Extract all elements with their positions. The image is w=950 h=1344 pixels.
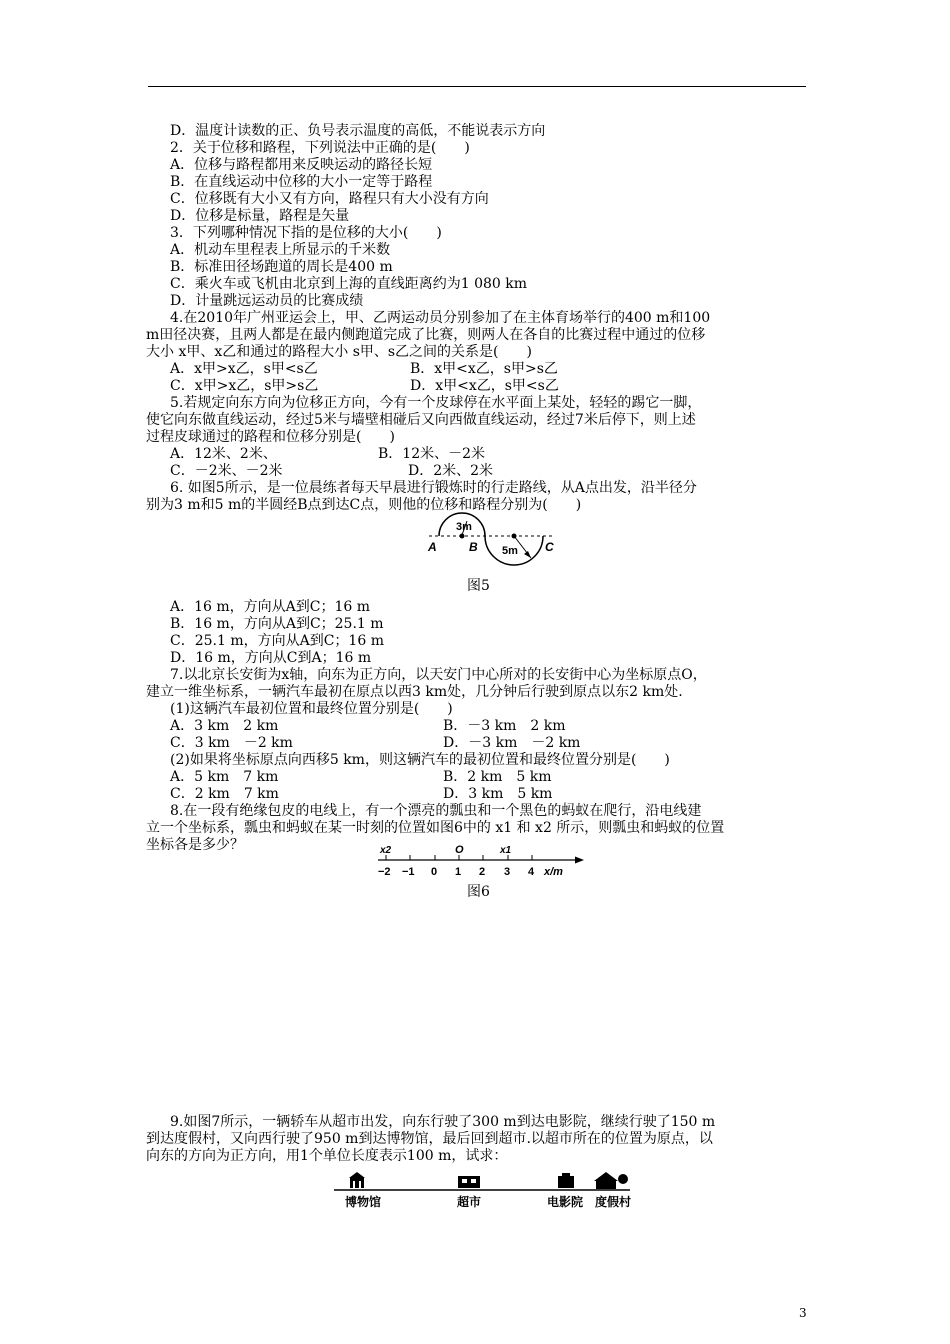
q2-option-a: A．位移与路程都用来反映运动的路径长短 bbox=[170, 157, 433, 173]
q4-option-d: D．x甲<x乙，s甲<s乙 bbox=[410, 378, 559, 394]
tick-label-3: 3 bbox=[504, 866, 511, 878]
q4-stem-line1: 4.在2010年广州亚运会上，甲、乙两运动员分别参加了在主体育场举行的400 m和100 bbox=[170, 310, 711, 326]
q7-sub1-option-a: A．3 km 2 km bbox=[170, 718, 279, 734]
point-b-label: B bbox=[469, 540, 478, 554]
museum-icon bbox=[349, 1172, 365, 1188]
q3-option-b: B．标准田径场跑道的周长是400 m bbox=[170, 259, 393, 275]
q8-stem-line1: 8.在一段有绝缘包皮的电线上，有一个漂亮的瓢虫和一个黑色的蚂蚁在爬行，沿电线建 bbox=[170, 803, 702, 819]
figure-5-caption: 图5 bbox=[467, 578, 490, 594]
q6-option-a: A．16 m，方向从A到C；16 m bbox=[170, 599, 371, 615]
marker-x1: x1 bbox=[500, 845, 512, 856]
marker-x2: x2 bbox=[380, 845, 392, 856]
q3-option-a: A．机动车里程表上所显示的千米数 bbox=[170, 242, 391, 258]
q2-stem: 2．关于位移和路程，下列说法中正确的是( ) bbox=[170, 140, 470, 156]
q7-sub2-option-b: B．2 km 5 km bbox=[443, 769, 552, 785]
cinema-icon bbox=[558, 1173, 574, 1188]
q8-stem-line3: 坐标各是多少？ bbox=[146, 837, 244, 853]
axis-arrow-head bbox=[575, 857, 584, 864]
q1-option-d: D．温度计读数的正、负号表示温度的高低，不能说表示方向 bbox=[170, 123, 546, 139]
header-rule bbox=[148, 86, 806, 87]
q6-option-c: C．25.1 m，方向从A到C；16 m bbox=[170, 633, 384, 649]
q9-stem-line3: 向东的方向为正方向，用1个单位长度表示100 m，试求： bbox=[146, 1148, 508, 1164]
q5-option-a: A．12米、2米、 bbox=[170, 446, 277, 462]
tick-label-2: 2 bbox=[479, 866, 486, 878]
q3-option-c: C．乘火车或飞机由北京到上海的直线距离约为1 080 km bbox=[170, 276, 527, 292]
q5-option-b: B．12米、－2米 bbox=[378, 446, 486, 462]
point-a-label: A bbox=[428, 540, 437, 554]
q4-stem-line2: m田径决赛，且两人都是在最内侧跑道完成了比赛，则两人在各自的比赛过程中通过的位移 bbox=[146, 327, 706, 343]
label-5m: 5m bbox=[502, 545, 518, 557]
tick-label-1: 1 bbox=[455, 866, 462, 878]
q9-stem-line1: 9.如图7所示，一辆轿车从超市出发，向东行驶了300 m到达电影院，继续行驶了150 m bbox=[170, 1114, 716, 1130]
figure-6-number-line bbox=[372, 842, 592, 882]
small-center-dot bbox=[460, 534, 465, 539]
q7-sub1-option-d: D．－3 km －2 km bbox=[443, 735, 581, 751]
q7-sub2-option-a: A．5 km 7 km bbox=[170, 769, 279, 785]
q5-option-c: C．－2米、－2米 bbox=[170, 463, 283, 479]
q7-sub1-stem: (1)这辆汽车最初位置和最终位置分别是( ) bbox=[170, 701, 453, 717]
q3-stem: 3．下列哪种情况下指的是位移的大小( ) bbox=[170, 225, 442, 241]
q5-stem-line3: 过程皮球通过的路程和位移分别是( ) bbox=[146, 429, 395, 445]
tick-label-neg2: −2 bbox=[378, 866, 391, 878]
q3-option-d: D．计量跳远运动员的比赛成绩 bbox=[170, 293, 364, 309]
q7-sub1-option-c: C．3 km －2 km bbox=[170, 735, 293, 751]
q2-option-d: D．位移是标量，路程是矢量 bbox=[170, 208, 350, 224]
q6-stem-line2: 别为3 m和5 m的半圆经B点到达C点，则他的位移和路程分别为( ) bbox=[146, 497, 582, 513]
tick-label-neg1: −1 bbox=[402, 866, 415, 878]
q7-sub2-option-d: D．3 km 5 km bbox=[443, 786, 553, 802]
resort-icon bbox=[594, 1172, 628, 1189]
q6-option-d: D．16 m，方向从C到A；16 m bbox=[170, 650, 372, 666]
q5-option-d: D．2米、2米 bbox=[408, 463, 494, 479]
figure-5-walking-path bbox=[425, 510, 565, 576]
place-museum: 博物馆 bbox=[345, 1195, 382, 1209]
place-supermarket: 超市 bbox=[457, 1195, 482, 1209]
q5-stem-line2: 使它向东做直线运动，经过5米与墙壁相碰后又向西做直线运动，经过7米后停下，则上述 bbox=[146, 412, 696, 428]
figure-6-caption: 图6 bbox=[467, 884, 490, 900]
page-number: 3 bbox=[799, 1306, 807, 1320]
label-3m: 3m bbox=[456, 521, 472, 533]
marker-origin: O bbox=[455, 844, 464, 856]
q2-option-b: B．在直线运动中位移的大小一定等于路程 bbox=[170, 174, 433, 190]
q5-stem-line1: 5.若规定向东方向为位移正方向，今有一个皮球停在水平面上某处，轻轻的踢它一脚， bbox=[170, 395, 702, 411]
q9-stem-line2: 到达度假村，又向西行驶了950 m到达博物馆，最后回到超市.以超市所在的位置为原点，以 bbox=[146, 1131, 713, 1147]
q7-sub1-option-b: B．－3 km 2 km bbox=[443, 718, 566, 734]
q7-sub2-option-c: C．2 km 7 km bbox=[170, 786, 279, 802]
q4-option-c: C．x甲>x乙，s甲>s乙 bbox=[170, 378, 319, 394]
place-cinema: 电影院 bbox=[547, 1195, 584, 1209]
q4-option-b: B．x甲<x乙，s甲>s乙 bbox=[410, 361, 558, 377]
radius-arrow-head bbox=[524, 551, 531, 558]
axis-unit-label: x/m bbox=[544, 866, 563, 878]
place-resort: 度假村 bbox=[595, 1195, 632, 1209]
q4-stem-line3: 大小 x甲、x乙和通过的路程大小 s甲、s乙之间的关系是( ) bbox=[146, 344, 532, 360]
q2-option-c: C．位移既有大小又有方向，路程只有大小没有方向 bbox=[170, 191, 489, 207]
tick-label-4: 4 bbox=[528, 866, 535, 878]
point-c-label: C bbox=[545, 540, 554, 554]
figure-7-road-map bbox=[330, 1168, 650, 1212]
q7-stem-line1: 7.以北京长安街为x轴，向东为正方向，以天安门中心所对的长安街中心为坐标原点O， bbox=[170, 667, 707, 683]
supermarket-icon bbox=[458, 1176, 480, 1188]
q7-stem-line2: 建立一维坐标系，一辆汽车最初在原点以西3 km处，几分钟后行驶到原点以东2 km处. bbox=[146, 684, 683, 700]
q4-option-a: A．x甲>x乙，s甲<s乙 bbox=[170, 361, 318, 377]
tick-label-0: 0 bbox=[431, 866, 438, 878]
q7-sub2-stem: (2)如果将坐标原点向西移5 km，则这辆汽车的最初位置和最终位置分别是( ) bbox=[170, 752, 670, 768]
q6-stem-line1: 6. 如图5所示，是一位晨练者每天早晨进行锻炼时的行走路线，从A点出发，沿半径分 bbox=[170, 480, 697, 496]
q8-stem-line2: 立一个坐标系，瓢虫和蚂蚁在某一时刻的位置如图6中的 x1 和 x2 所示，则瓢虫和蚂蚁的位置 bbox=[146, 820, 725, 836]
q6-option-b: B．16 m，方向从A到C；25.1 m bbox=[170, 616, 384, 632]
